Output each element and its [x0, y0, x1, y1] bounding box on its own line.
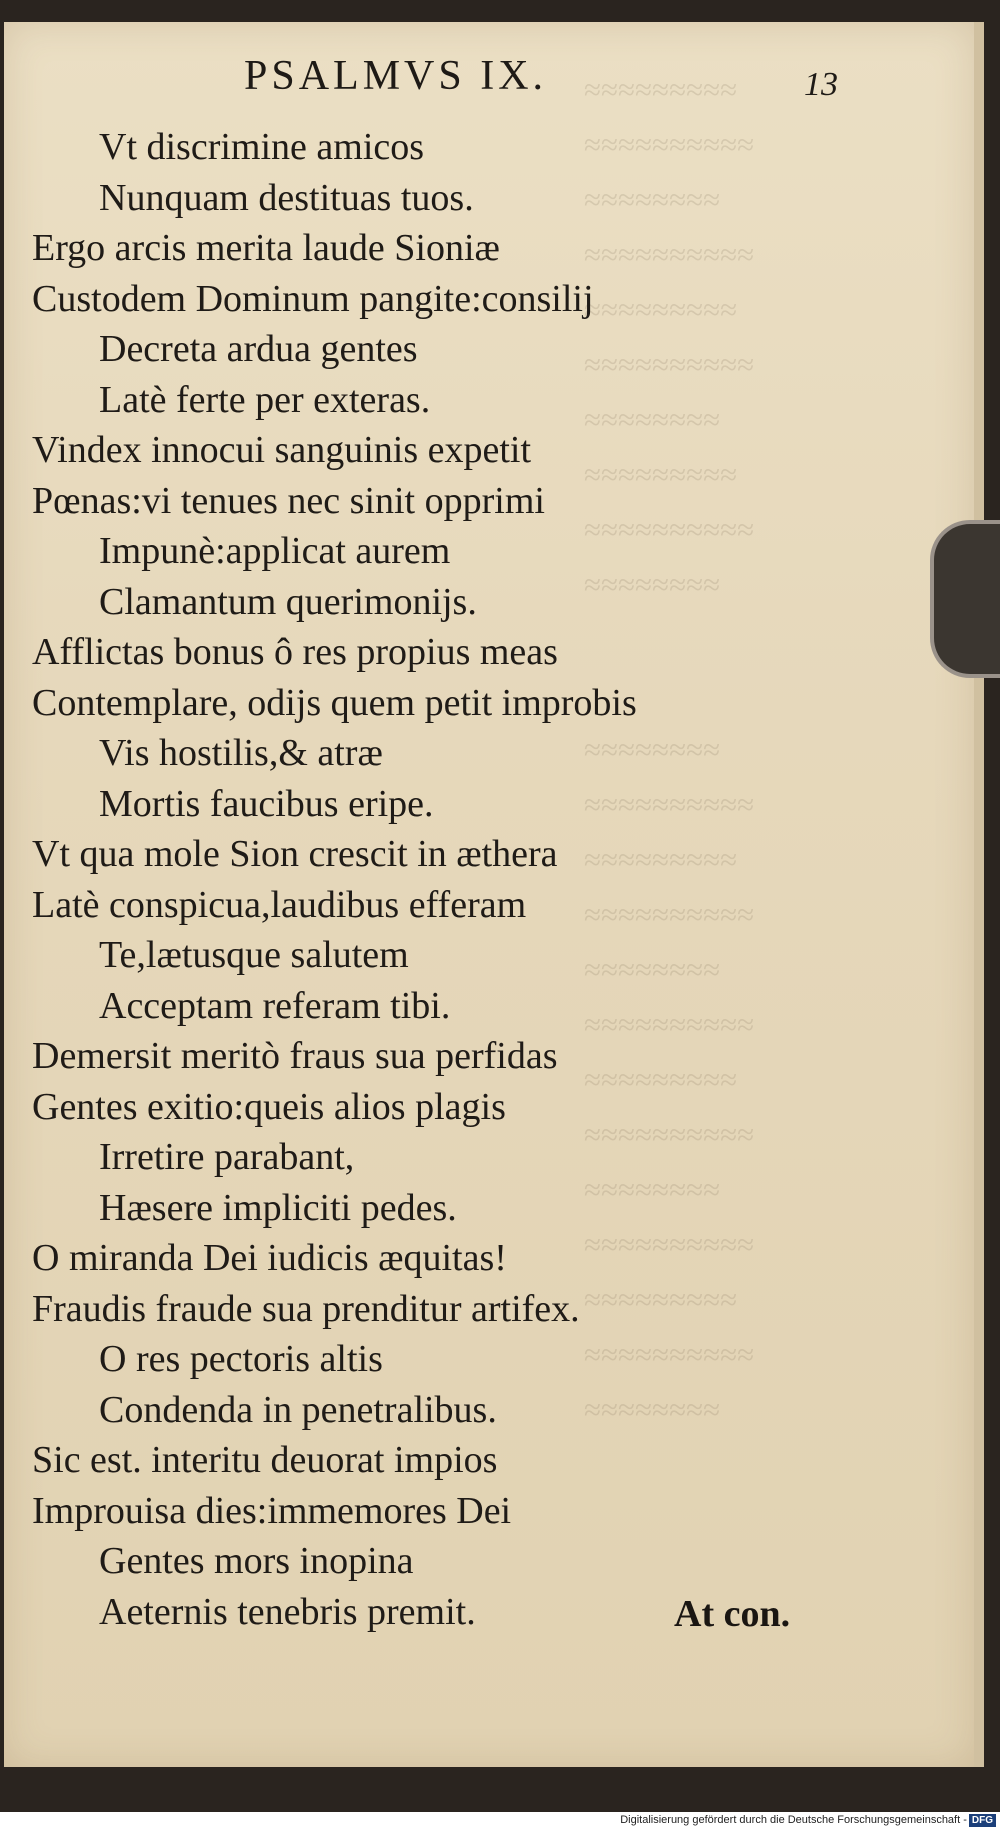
verse-line: Ergo arcis merita laude Sioniæ [32, 227, 500, 269]
verse-line: Improuisa dies:immemores Dei [32, 1489, 512, 1532]
verse-line: Custodem Dominum pangite:consilij [32, 277, 594, 320]
verse-line: Decreta ardua gentes [99, 328, 418, 370]
verse-line: Mortis faucibus eripe. [99, 782, 434, 825]
digitization-credit-bar [0, 1812, 1000, 1829]
verse-line: Nunquam destituas tuos. [99, 176, 474, 219]
verse-line: Gentes mors inopina [99, 1540, 414, 1582]
verse-line: Gentes exitio:queis alios plagis [32, 1085, 506, 1128]
dfg-logo: DFG [969, 1814, 996, 1827]
verse-line: Sic est. interitu deuorat impios [32, 1439, 498, 1481]
verse-line: Contemplare, odijs quem petit improbis [32, 681, 637, 724]
verse-line: Pœnas:vi tenues nec sinit opprimi [32, 479, 545, 522]
show-through-texture: ≈≈≈≈≈≈≈≈≈ ≈≈≈≈≈≈≈≈≈≈ ≈≈≈≈≈≈≈≈ ≈≈≈≈≈≈≈≈≈≈ ≈≈≈≈≈≈≈≈≈ ≈≈≈≈≈≈≈≈≈≈ ≈≈≈≈≈≈≈≈ ≈≈≈≈≈≈≈≈≈ ≈≈≈≈≈≈≈≈≈≈ ≈≈≈≈≈≈≈≈ ≈≈≈≈≈≈≈≈ ≈≈≈≈≈≈≈≈≈≈ ≈≈≈≈≈≈≈≈≈ ≈≈≈≈≈≈≈≈≈≈ ≈≈≈≈≈≈≈≈ ≈≈≈≈≈≈≈≈≈≈ ≈≈≈≈≈≈≈≈≈ ≈≈≈≈≈≈≈≈≈≈ ≈≈≈≈≈≈≈≈ ≈≈≈≈≈≈≈≈≈≈ ≈≈≈≈≈≈≈≈≈ ≈≈≈≈≈≈≈≈≈≈ ≈≈≈≈≈≈≈≈ [584, 72, 755, 1427]
verse-line: Clamantum querimonijs. [99, 580, 477, 623]
digitization-credit: Digitalisierung gefördert durch die Deutsche Forschungsgemeinschaft - [620, 1814, 967, 1826]
verse-line: Impunè:applicat aurem [99, 530, 451, 572]
running-head: PSALMVS IX. [244, 53, 548, 99]
verse-line: Irretire parabant, [99, 1136, 355, 1178]
verse-line: Vindex innocui sanguinis expetit [32, 429, 532, 471]
verse-line: Vt discrimine amicos [99, 126, 425, 168]
verse-line: Afflictas bonus ô res propius meas [32, 631, 558, 673]
verse-line: O res pectoris altis [99, 1338, 383, 1380]
verse-line: Fraudis fraude sua prenditur artifex. [32, 1287, 580, 1330]
verse-line: Vt qua mole Sion crescit in æthera [32, 833, 558, 875]
verse-line: Vis hostilis,& atræ [99, 732, 383, 774]
page-header [4, 52, 974, 112]
psalm-verse-text [4, 122, 974, 1637]
book-page [4, 22, 984, 1767]
verse-line: Latè ferte per exteras. [99, 378, 431, 421]
verse-line: O miranda Dei iudicis æquitas! [32, 1237, 507, 1279]
verse-line: Condenda in penetralibus. [99, 1388, 497, 1431]
verse-line: Hæsere impliciti pedes. [99, 1186, 457, 1229]
verse-line: Te,lætusque salutem [99, 934, 409, 976]
verse-line: Acceptam referam tibi. [99, 984, 451, 1027]
catchword: At con. [674, 1593, 791, 1635]
verse-line: Aeternis tenebris premit. [99, 1590, 476, 1633]
verse-line: Latè conspicua,laudibus efferam [32, 883, 527, 926]
page-number: 13 [804, 66, 838, 103]
verse-line: Demersit meritò fraus sua perfidas [32, 1035, 558, 1077]
book-clasp-tab [930, 520, 1000, 678]
